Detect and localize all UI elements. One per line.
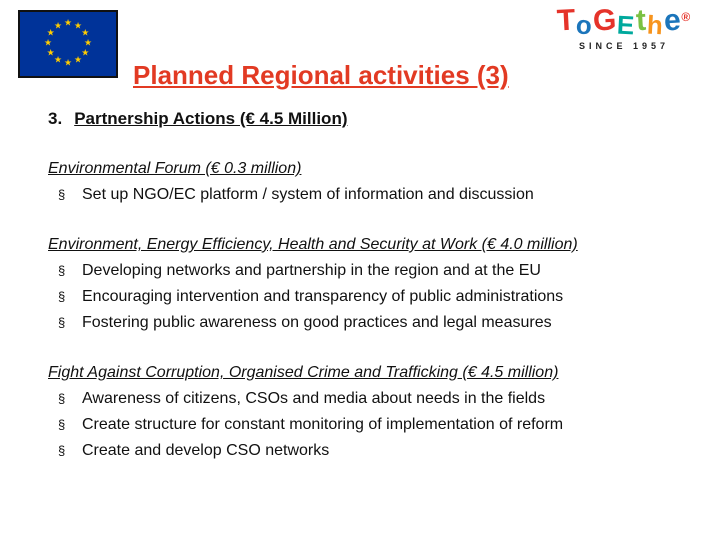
together-logo-word [544,3,704,41]
logo-letter: E [616,9,637,41]
group-environment-energy [48,232,694,336]
group-environmental-forum [48,156,694,208]
bullet-text: Set up NGO/EC platform / system of information and discussion [82,186,534,203]
eu-star-icon: ★ [43,37,53,48]
eu-star-icon: ★ [81,47,90,58]
logo-letter: o [575,9,594,41]
logo-letter: t [634,3,648,38]
bullet-marker: § [58,187,66,202]
bullet-text: Developing networks and partnership in the region and at the EU [82,262,541,279]
bullet-list [48,182,694,208]
group-heading: Environmental Forum (€ 0.3 million) [48,160,302,177]
registered-mark-icon: ® [681,10,692,24]
logo-letter: h [645,9,665,41]
bullet-marker: § [58,289,66,304]
eu-star-icon: ★ [46,47,55,58]
eu-star-icon: ★ [63,17,73,28]
logo-since: SINCE 1957 [578,41,670,51]
logo-letter: e [662,3,683,38]
eu-star-icon: ★ [73,54,83,65]
logo-letter: T [555,3,577,38]
bullet-text: Create and develop CSO networks [82,442,330,459]
bullet-marker: § [58,315,66,330]
logo-letter: G [592,3,619,38]
page-title: Planned Regional activities (3) [133,60,509,90]
bullet-marker: § [58,391,66,406]
eu-flag [18,10,118,78]
eu-star-icon: ★ [63,57,73,68]
together-logo [544,3,704,51]
eu-star-icon: ★ [81,27,90,38]
group-heading: Environment, Energy Efficiency, Health and Security at Work (€ 4.0 million) [48,236,578,253]
bullet-list [48,258,694,336]
bullet-item [48,310,694,336]
group-fight-corruption [48,360,694,464]
bullet-text: Create structure for constant monitoring of implementation of reform [82,416,564,433]
slide-body [48,106,694,464]
bullet-text: Encouraging intervention and transparency of public administrations [82,288,564,305]
bullet-item [48,258,694,284]
bullet-text: Awareness of citizens, CSOs and media about needs in the fields [82,390,546,407]
eu-star-icon: ★ [83,37,93,48]
eu-star-icon: ★ [53,54,63,65]
bullet-item [48,386,694,412]
eu-star-icon: ★ [46,27,55,38]
bullet-marker: § [58,443,66,458]
eu-star-icon: ★ [73,20,83,31]
bullet-item [48,438,694,464]
heading-text: Partnership Actions (€ 4.5 Million) [74,109,348,128]
bullet-marker: § [58,263,66,278]
eu-star-icon: ★ [53,20,63,31]
bullet-item [48,182,694,208]
bullet-list [48,386,694,464]
bullet-text: Fostering public awareness on good practices and legal measures [82,314,552,331]
heading-number: 3. [48,109,63,128]
group-heading: Fight Against Corruption, Organised Crime and Trafficking (€ 4.5 million) [48,364,559,381]
bullet-item [48,412,694,438]
bullet-item [48,284,694,310]
section-heading [48,106,694,132]
bullet-marker: § [58,417,66,432]
